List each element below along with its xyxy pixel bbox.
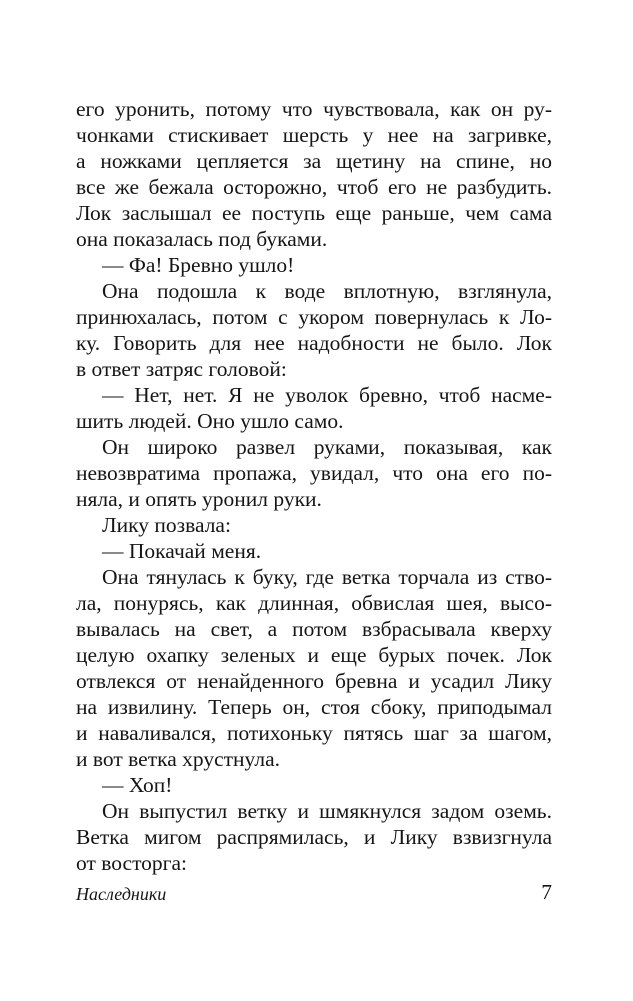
body-text: [76, 96, 552, 876]
text-line: в ответ затряс головой:: [76, 357, 287, 381]
text-line: его уронить, потому что чувствовала, как он ру-: [76, 97, 552, 121]
text-line: ла, понурясь, как длинная, обвислая шея, высо-: [76, 591, 552, 615]
paragraph-start-line: Лику позвала:: [102, 513, 231, 537]
text-line: отвлекся от ненайденного бревна и усадил Лику: [76, 669, 552, 693]
dialogue-line: — Фа! Бревно ушло!: [102, 253, 295, 277]
paragraph-start-line: Она тянулась к буку, где ветка торчала из ство-: [102, 565, 552, 589]
text-line: Лок заслышал ее поступь еще раньше, чем сама: [76, 201, 552, 225]
text-line: ку. Говорить для нее надобности не было. Лок: [76, 331, 552, 355]
dialogue-line: — Покачай меня.: [102, 539, 262, 563]
text-line: Ветка мигом распрямилась, и Лику взвизгнула: [76, 825, 552, 849]
text-line: принюхалась, потом с укором повернулась к Ло-: [76, 305, 552, 329]
dialogue-line: — Нет, нет. Я не уволок бревно, чтоб насме-: [102, 383, 552, 407]
dialogue-line: — Хоп!: [102, 773, 173, 797]
text-line: няла, и опять уронил руки.: [76, 487, 322, 511]
text-line: целую охапку зеленых и еще бурых почек. Лок: [76, 643, 552, 667]
page-number: 7: [541, 880, 552, 904]
text-line: все же бежала осторожно, чтоб его не разбудить.: [76, 175, 552, 199]
text-line: и вот ветка хрустнула.: [76, 747, 280, 771]
text-line: чонками стискивает шерсть у нее на загривке,: [76, 123, 552, 147]
text-line: и наваливался, потихоньку пятясь шаг за шагом,: [76, 721, 552, 745]
paragraph-start-line: Она подошла к воде вплотную, взглянула,: [102, 279, 552, 303]
paragraph-start-line: Он выпустил ветку и шмякнулся задом оземь.: [102, 799, 552, 823]
text-line: на извилину. Теперь он, стоя сбоку, приподымал: [76, 695, 552, 719]
text-line: от восторга:: [76, 851, 188, 875]
text-line: она показалась под буками.: [76, 227, 328, 251]
running-footer-title: Наследники: [76, 884, 167, 904]
text-line: вывалась на свет, а потом взбрасывала кверху: [76, 617, 552, 641]
text-line: невозвратима пропажа, увидал, что она его по-: [76, 461, 552, 485]
paragraph-start-line: Он широко развел руками, показывая, как: [102, 435, 552, 459]
text-line: а ножками цепляется за щетину на спине, но: [76, 149, 552, 173]
text-line: шить людей. Оно ушло само.: [76, 409, 344, 433]
